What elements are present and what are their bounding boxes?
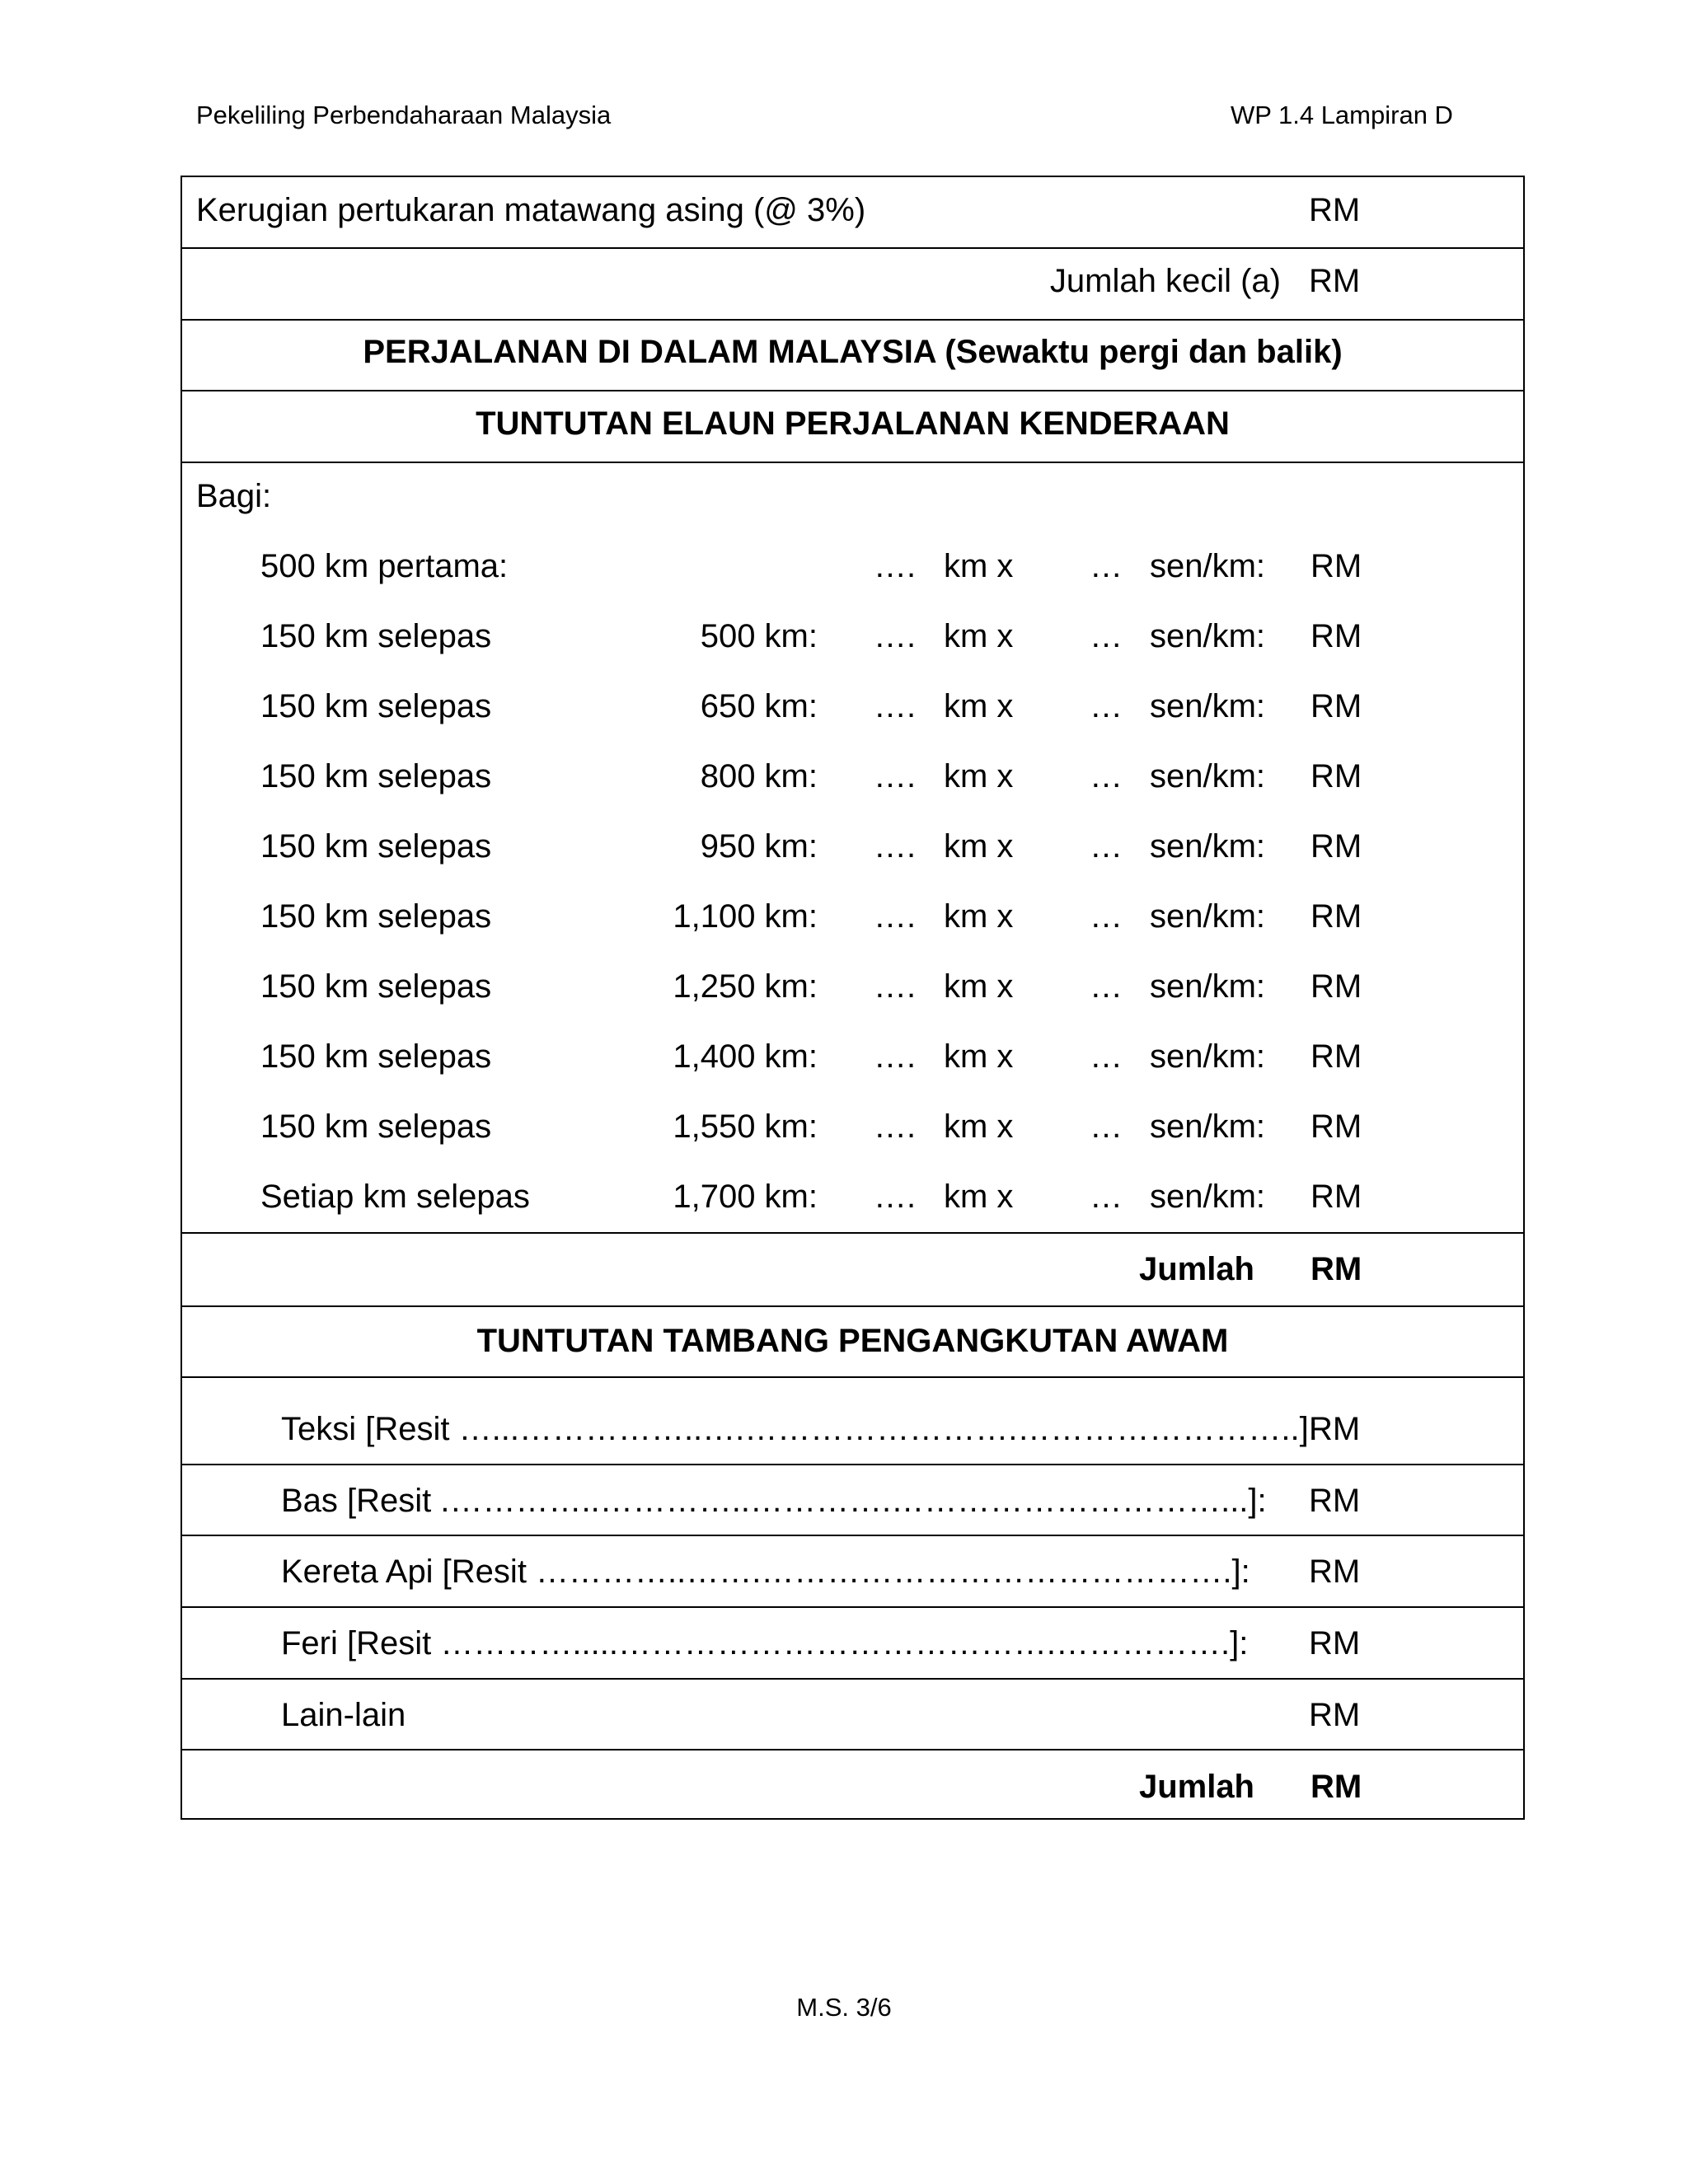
row-description: 150 km selepas [260,688,492,724]
rate-blank: … [1090,1179,1123,1215]
fare-label-bus: Bas [Resit .…………..…………..………….…………………………...]: [281,1483,1267,1519]
row-divider [182,1464,1523,1465]
rate-unit: sen/km: [1150,688,1266,724]
section-title: PERJALANAN DI DALAM MALAYSIA (Sewaktu pergi dan balik) [363,334,1343,370]
row-threshold: 1,100 km: [673,898,818,935]
km-unit: km x [944,758,1014,794]
rate-unit: sen/km: [1150,548,1266,584]
km-unit: km x [944,618,1014,654]
vehicle-total-currency: RM [1311,1251,1362,1287]
public-transport-total-label: Jumlah [1138,1769,1254,1805]
header-right: WP 1.4 Lampiran D [1231,101,1453,129]
row-currency: RM [1311,898,1362,935]
rate-unit: sen/km: [1150,1179,1266,1215]
km-blank: …. [874,968,917,1005]
row-divider [182,1749,1523,1750]
rate-blank: … [1090,548,1123,584]
exchange-loss-label: Kerugian pertukaran matawang asing (@ 3%) [196,192,866,228]
page-number: M.S. 3/6 [796,1993,892,2022]
vehicle-intro: Bagi: [196,478,272,514]
row-threshold: 1,550 km: [673,1108,818,1145]
vehicle-allowance-title: TUNTUTAN ELAUN PERJALANAN KENDERAAN [476,405,1230,442]
fare-currency: RM [1309,1697,1361,1733]
fare-currency: RM [1309,1483,1361,1519]
row-currency: RM [1311,548,1362,584]
row-divider [182,1535,1523,1536]
km-unit: km x [944,1179,1014,1215]
row-description: 150 km selepas [260,758,492,794]
row-currency: RM [1311,688,1362,724]
km-unit: km x [944,898,1014,935]
subtotal-a-label: Jumlah kecil (a) [1049,263,1281,299]
fare-label-ferry: Feri [Resit ………….....………………………………….…………….]: [281,1625,1249,1661]
row-description: 150 km selepas [260,618,492,654]
km-blank: …. [874,1179,917,1215]
row-currency: RM [1311,618,1362,654]
rate-blank: … [1090,828,1123,865]
row-currency: RM [1311,968,1362,1005]
km-unit: km x [944,1108,1014,1145]
row-divider [182,1305,1523,1307]
rate-blank: … [1090,968,1123,1005]
row-description: Setiap km selepas [260,1179,530,1215]
vehicle-total-label: Jumlah [1138,1251,1254,1287]
row-divider [182,1376,1523,1378]
rate-unit: sen/km: [1150,898,1266,935]
row-divider [182,319,1523,321]
fare-currency: RM [1309,1411,1361,1447]
rate-blank: … [1090,618,1123,654]
fare-label-others: Lain-lain [281,1697,406,1733]
rate-blank: … [1090,1108,1123,1145]
rate-unit: sen/km: [1150,1038,1266,1075]
public-transport-total-currency: RM [1311,1769,1362,1805]
row-divider [182,1232,1523,1234]
km-unit: km x [944,1038,1014,1075]
km-blank: …. [874,1038,917,1075]
fare-currency: RM [1309,1554,1361,1590]
row-divider [182,1678,1523,1680]
row-description: 500 km pertama: [260,548,509,584]
rate-unit: sen/km: [1150,618,1266,654]
row-divider [182,390,1523,391]
row-divider [182,247,1523,249]
rate-unit: sen/km: [1150,968,1266,1005]
public-transport-title: TUNTUTAN TAMBANG PENGANGKUTAN AWAM [476,1323,1229,1359]
km-unit: km x [944,548,1014,584]
row-threshold: 1,250 km: [673,968,818,1005]
subtotal-a-currency: RM [1309,263,1361,299]
row-threshold: 950 km: [700,828,818,865]
km-blank: …. [874,1108,917,1145]
row-currency: RM [1311,758,1362,794]
km-blank: …. [874,898,917,935]
row-currency: RM [1311,1038,1362,1075]
km-blank: …. [874,688,917,724]
km-blank: …. [874,548,917,584]
km-blank: …. [874,828,917,865]
row-threshold: 1,700 km: [673,1179,818,1215]
row-threshold: 800 km: [700,758,818,794]
row-divider [182,462,1523,463]
km-unit: km x [944,968,1014,1005]
km-unit: km x [944,688,1014,724]
exchange-loss-currency: RM [1309,192,1361,228]
fare-currency: RM [1309,1625,1361,1661]
row-description: 150 km selepas [260,828,492,865]
row-description: 150 km selepas [260,968,492,1005]
row-threshold: 500 km: [700,618,818,654]
rate-blank: … [1090,898,1123,935]
fare-label-train: Kereta Api [Resit …………..…….…………………………………….]: [281,1554,1250,1590]
rate-unit: sen/km: [1150,758,1266,794]
row-divider [182,1606,1523,1608]
rate-unit: sen/km: [1150,1108,1266,1145]
row-description: 150 km selepas [260,1108,492,1145]
header-left: Pekeliling Perbendaharaan Malaysia [196,101,612,129]
rate-blank: … [1090,1038,1123,1075]
row-description: 150 km selepas [260,1038,492,1075]
row-threshold: 1,400 km: [673,1038,818,1075]
row-threshold: 650 km: [700,688,818,724]
km-unit: km x [944,828,1014,865]
km-blank: …. [874,758,917,794]
fare-label-taxi: Teksi [Resit …...……………..….…………………….……………………..]: [281,1411,1318,1447]
row-currency: RM [1311,1108,1362,1145]
row-currency: RM [1311,1179,1362,1215]
row-description: 150 km selepas [260,898,492,935]
rate-unit: sen/km: [1150,828,1266,865]
km-blank: …. [874,618,917,654]
rate-blank: … [1090,688,1123,724]
row-currency: RM [1311,828,1362,865]
rate-blank: … [1090,758,1123,794]
